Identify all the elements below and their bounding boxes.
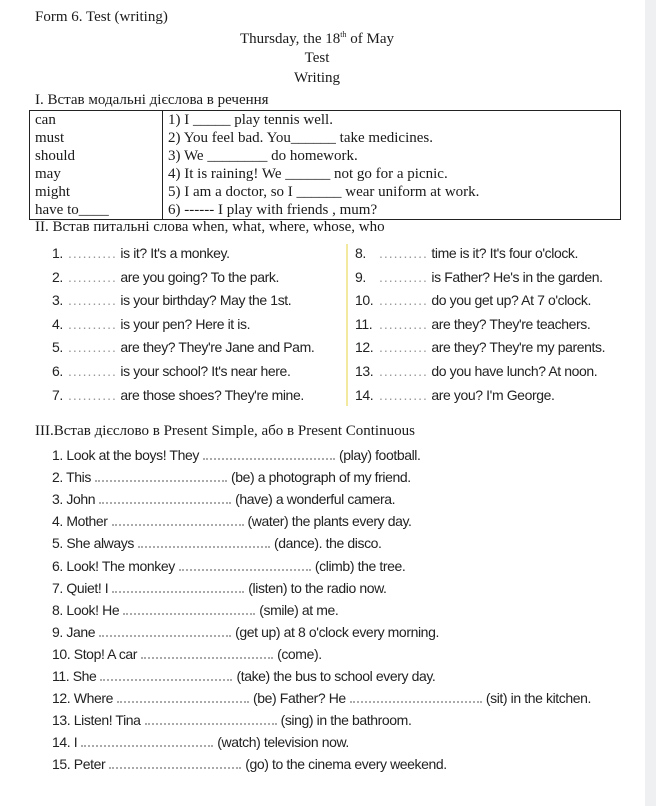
item-text: are you going? To the park. (120, 268, 280, 285)
item-text: 5. She always (52, 535, 134, 552)
item-text: time is it? It's four o'clock. (431, 245, 579, 261)
item-number: 3. (52, 292, 63, 309)
answer-blank: .......... (68, 245, 117, 261)
verb-item (52, 644, 322, 664)
item-number: 10. (355, 292, 374, 309)
answer-blank: .......... (68, 363, 117, 379)
sentence: 5) I am a doctor, so I ______ wear uniform at work. (168, 184, 480, 200)
item-number: 13. (355, 363, 374, 379)
item-text: are those shoes? They're mine. (120, 386, 304, 403)
item-text: (sit) in the kitchen. (485, 690, 592, 707)
answer-blank (100, 667, 232, 681)
question-item (52, 314, 250, 334)
item-text: (come). (277, 645, 322, 662)
answer-blank (112, 579, 244, 593)
item-number: 4. (52, 315, 63, 332)
answer-blank (123, 601, 255, 615)
item-text: (go) to the cinema every weekend. (245, 756, 447, 773)
answer-blank: .......... (379, 268, 428, 285)
item-text: 10. Stop! A car (52, 645, 138, 662)
verb-item (52, 688, 591, 708)
answer-blank: .......... (379, 386, 428, 403)
item-text: 12. Where (52, 690, 113, 707)
item-text: (climb) the tree. (314, 557, 406, 574)
answer-blank: .......... (68, 268, 117, 285)
item-number: 1. (52, 245, 63, 261)
item-text: (be) Father? He (253, 690, 346, 707)
item-text: 15. Peter (52, 756, 106, 773)
question-item (355, 290, 591, 310)
section1-heading: I. Встав модальні дієслова в речення (35, 92, 269, 108)
item-text: (take) the bus to school every day. (236, 668, 436, 684)
item-text: 11. She (52, 668, 97, 684)
answer-blank: .......... (379, 292, 428, 309)
item-text: is Father? He's in the garden. (431, 268, 603, 285)
answer-blank: .......... (379, 245, 428, 261)
item-text: 13. Listen! Tina (52, 712, 141, 729)
answer-blank (112, 512, 244, 526)
item-text: (water) the plants every day. (247, 513, 412, 530)
section2-heading: II. Встав питальні слова when, what, where, whose, who (35, 219, 385, 235)
table-row (30, 183, 621, 201)
sentence: 3) We ________ do homework. (168, 148, 358, 164)
question-item (52, 290, 291, 310)
verb-item (52, 533, 382, 553)
item-number: 9. (355, 268, 366, 285)
item-text: (play) football. (338, 447, 421, 463)
modal-verb: may (30, 165, 163, 183)
item-text: do you get up? At 7 o'clock. (431, 292, 591, 309)
item-text: 6. Look! The monkey (52, 557, 175, 574)
item-text: are they? They're teachers. (431, 315, 591, 332)
sentence: 1) I _____ play tennis well. (168, 112, 333, 128)
question-item (355, 337, 605, 357)
item-text: do you have lunch? At noon. (431, 363, 598, 379)
answer-blank (350, 689, 482, 703)
table-row (30, 111, 621, 130)
section3-heading: III.Встав дієслово в Present Simple, або в Present Continuous (35, 423, 415, 439)
answer-blank: .......... (68, 315, 117, 332)
item-text: (get up) at 8 o'clock every morning. (235, 623, 439, 640)
item-text: are you? I'm George. (431, 386, 555, 403)
writing-subtitle: Writing (293, 70, 341, 86)
item-text: are they? They're my parents. (431, 339, 606, 356)
verb-item (52, 622, 439, 642)
sentence: 2) You feel bad. You______ take medicines. (168, 130, 433, 146)
answer-blank: .......... (68, 292, 117, 309)
item-number: 2. (52, 268, 63, 285)
item-text: (smile) at me. (259, 601, 339, 618)
answer-blank: .......... (68, 386, 117, 403)
question-item (355, 385, 554, 405)
answer-blank (145, 711, 277, 725)
column-divider (346, 244, 348, 406)
question-item (355, 361, 597, 381)
modal-verb: should (30, 147, 163, 165)
item-text: are they? They're Jane and Pam. (120, 339, 315, 356)
modal-verbs-table (29, 110, 621, 220)
item-number: 8. (355, 245, 366, 261)
test-title: Test (304, 50, 330, 66)
item-text: 1. Look at the boys! They (52, 447, 199, 463)
page-edge (645, 0, 656, 806)
answer-blank: .......... (379, 363, 428, 379)
item-text: 7. Quiet! I (52, 579, 109, 596)
modal-verb: have to____ (30, 201, 163, 220)
item-text: 4. Mother (52, 513, 108, 530)
verb-item (52, 666, 435, 686)
item-number: 7. (52, 386, 63, 403)
question-item (52, 385, 304, 405)
answer-blank: .......... (379, 339, 428, 356)
answer-blank (99, 623, 231, 637)
answer-blank: .......... (379, 315, 428, 332)
answer-blank (203, 446, 335, 460)
item-text: (watch) television now. (217, 734, 349, 751)
sentence: 6) ------ I play with friends , mum? (168, 202, 378, 218)
verb-item (52, 754, 447, 774)
modal-verb: might (30, 183, 163, 201)
question-item (52, 243, 230, 263)
form-title: Form 6. Test (writing) (35, 9, 168, 25)
item-text: is your pen? Here it is. (120, 315, 251, 332)
item-text: (have) a wonderful camera. (235, 491, 396, 508)
question-item (52, 337, 314, 357)
item-text: (listen) to the radio now. (248, 579, 387, 596)
item-text: is your school? It's near here. (120, 363, 291, 379)
table-row (30, 165, 621, 183)
item-text: is your birthday? May the 1st. (120, 292, 292, 309)
modal-verb: can (30, 111, 163, 130)
verb-item (52, 467, 411, 487)
table-row (30, 129, 621, 147)
item-text: 14. I (52, 734, 78, 751)
answer-blank (95, 468, 227, 482)
verb-item (52, 489, 395, 509)
item-number: 11. (355, 315, 373, 332)
item-number: 6. (52, 363, 63, 379)
verb-item (52, 445, 421, 465)
answer-blank (109, 755, 241, 769)
item-text: (dance). the disco. (273, 535, 382, 552)
question-item (52, 361, 290, 381)
question-item (355, 314, 590, 334)
answer-blank (138, 534, 270, 548)
answer-blank (179, 557, 311, 571)
answer-blank (141, 645, 273, 659)
verb-item (52, 511, 412, 531)
item-text: is it? It's a monkey. (120, 245, 230, 261)
answer-blank: .......... (68, 339, 117, 356)
item-text: (be) a photograph of my friend. (230, 469, 411, 486)
item-text: 3. John (52, 491, 96, 508)
date-line (0, 30, 634, 48)
modal-verb: must (30, 129, 163, 147)
answer-blank (117, 689, 249, 703)
item-text: (sing) in the bathroom. (280, 712, 412, 729)
verb-item (52, 710, 411, 730)
item-number: 5. (52, 339, 63, 356)
date-sup: th (340, 30, 347, 39)
table-row (30, 147, 621, 165)
item-text: 2. This (52, 469, 91, 486)
sentence: 4) It is raining! We ______ not go for a picnic. (168, 166, 448, 182)
answer-blank (81, 733, 213, 747)
date-suffix: of May (346, 31, 394, 47)
item-text: 8. Look! He (52, 601, 120, 618)
question-item (52, 267, 279, 287)
question-item (355, 243, 578, 263)
item-number: 12. (355, 339, 374, 356)
item-number: 14. (355, 386, 374, 403)
verb-item (52, 732, 349, 752)
table-row (30, 201, 621, 220)
verb-item (52, 578, 387, 598)
answer-blank (99, 490, 231, 504)
item-text: 9. Jane (52, 623, 96, 640)
verb-item (52, 600, 338, 620)
date-text: Thursday, the 18 (240, 31, 341, 47)
verb-item (52, 556, 405, 576)
question-item (355, 267, 603, 287)
